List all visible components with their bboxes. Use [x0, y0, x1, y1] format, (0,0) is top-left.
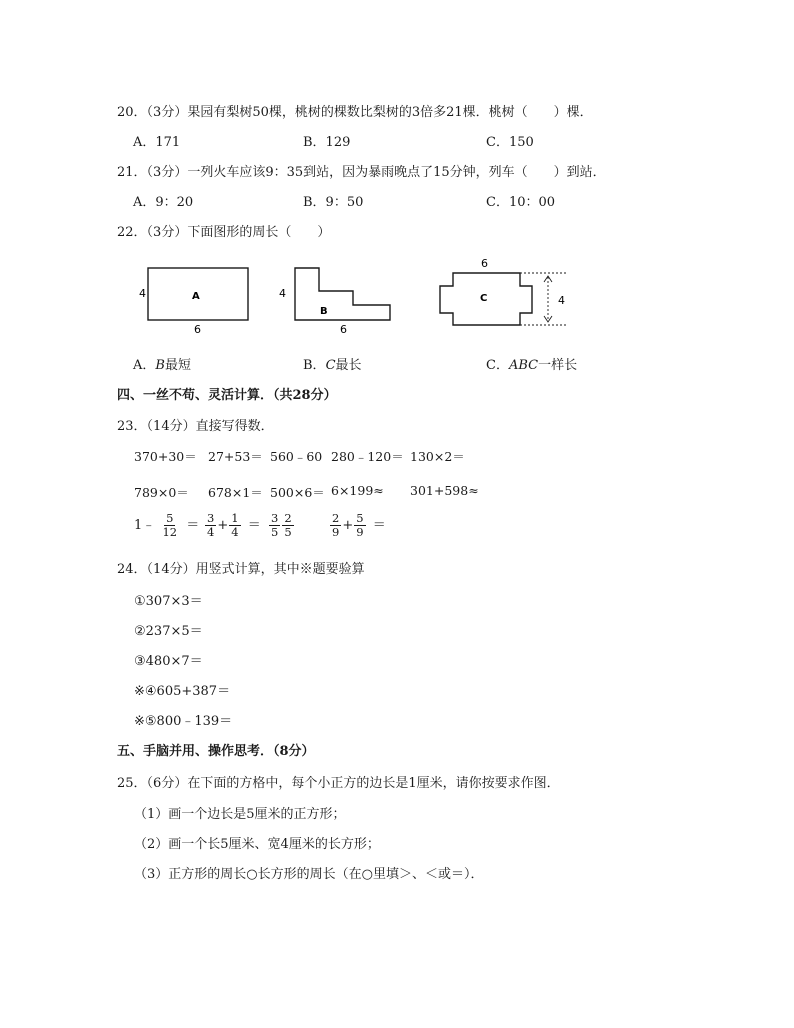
q23-row1-item-1: 370+30＝: [134, 449, 197, 464]
frac2-eq: ＝: [247, 518, 261, 533]
frac4-f1-den: 9: [356, 525, 364, 539]
figure-b-width: 6: [340, 323, 347, 336]
figure-b-label: B: [320, 306, 328, 317]
q25-item-1: （1）画一个边长是5厘米的正方形；: [134, 807, 346, 822]
q23-row1-item-4: 280﹣120＝: [331, 449, 404, 464]
q22-option-a-text: 最短: [164, 358, 191, 373]
frac1-fraction: [160, 512, 179, 539]
q23-row1-item-5: 130×2＝: [410, 449, 465, 464]
frac4-op: +: [342, 518, 354, 533]
figure-b: [279, 268, 390, 336]
figure-c-width: 6: [481, 257, 488, 270]
q23-stem: 23．（14分）直接写得数．: [117, 419, 274, 434]
section-4-title: 四、一丝不苟、灵活计算．（共28分）: [117, 388, 337, 403]
frac3-f1-num: 2: [284, 511, 292, 525]
q23-fraction-1: [134, 512, 201, 539]
q24-item-2: ②237×5＝: [134, 624, 203, 639]
frac2-f1: [229, 512, 240, 539]
q22-option-b-var: C: [325, 358, 336, 373]
frac3-f0-den: 5: [271, 525, 279, 539]
figure-a: [139, 268, 248, 336]
q23-row1-item-2: 27+53＝: [208, 449, 263, 464]
q23-row2-item-2: 678×1＝: [208, 485, 263, 500]
q24-stem: 24．（14分）用竖式计算，其中※题要验算: [117, 562, 365, 577]
frac1-num: 5: [166, 511, 174, 525]
frac4-f1: [354, 512, 365, 539]
frac4-f1-num: 5: [356, 511, 364, 525]
figure-a-label: A: [192, 291, 200, 302]
q22-option-c[interactable]: [486, 354, 577, 373]
q22-option-c-var: ABC: [508, 358, 539, 373]
q25-item-3: （3）正方形的周长○长方形的周长（在○里填＞、＜或＝）．: [134, 867, 484, 882]
q20-option-c[interactable]: C．150: [486, 135, 534, 150]
frac2-op: +: [217, 518, 229, 533]
q23-fraction-3: [268, 512, 299, 539]
q22-option-c-prefix: C．: [486, 358, 509, 373]
q24-item-4: ※④605+387＝: [134, 684, 231, 699]
frac1-eq: ＝: [186, 518, 200, 533]
q22-option-a-prefix: A．: [133, 358, 156, 373]
q22-figures: [130, 253, 590, 343]
q21-stem: 21．（3分）一列火车应该9：35到站，因为暴雨晚点了15分钟，列车（ ）到站．: [117, 165, 606, 180]
q23-row2-item-5: 301+598≈: [410, 483, 479, 498]
q24-item-5: ※⑤800﹣139＝: [134, 714, 233, 729]
frac2-f1-den: 4: [231, 525, 239, 539]
q22-option-a-var: B: [155, 358, 165, 373]
q20-option-a[interactable]: A．171: [133, 135, 181, 150]
q23-fraction-4: [329, 512, 388, 539]
frac1-op: ﹣: [142, 518, 156, 533]
q24-item-1: ①307×3＝: [134, 594, 203, 609]
q21-option-b[interactable]: B．9：50: [303, 195, 364, 210]
q22-option-b-prefix: B．: [303, 358, 326, 373]
figure-c: [440, 257, 568, 325]
q21-option-a[interactable]: A．9：20: [133, 195, 194, 210]
q22-option-b[interactable]: [303, 354, 362, 373]
q23-row2-item-4: 6×199≈: [331, 483, 384, 498]
frac2-f1-num: 1: [231, 511, 239, 525]
q25-item-2: （2）画一个长5厘米、宽4厘米的长方形；: [134, 837, 380, 852]
frac3-f1: [282, 512, 293, 539]
frac1-lead: 1: [134, 518, 143, 533]
figure-c-height: 4: [558, 294, 565, 307]
frac4-f0: [330, 512, 341, 539]
frac1-den: 12: [162, 525, 178, 539]
q23-row2-item-1: 789×0＝: [134, 485, 189, 500]
q21-option-c[interactable]: C．10：00: [486, 195, 556, 210]
frac2-f0: [205, 512, 216, 539]
q24-item-3: ③480×7＝: [134, 654, 203, 669]
q23-row1-item-3: 560﹣60: [270, 449, 323, 464]
figure-b-height: 4: [279, 287, 286, 300]
q23-row2-item-3: 500×6＝: [270, 485, 325, 500]
frac4-eq: ＝: [372, 518, 386, 533]
figure-c-label: C: [480, 293, 488, 304]
q20-option-b[interactable]: B．129: [303, 135, 351, 150]
frac2-f0-num: 3: [207, 511, 215, 525]
q23-fraction-2: [204, 512, 263, 539]
q22-option-c-text: 一样长: [538, 358, 578, 373]
q22-stem: 22．（3分）下面图形的周长（ ）: [117, 225, 331, 240]
frac3-f0: [269, 512, 280, 539]
q22-option-a[interactable]: [133, 354, 191, 373]
frac3-f0-num: 3: [271, 511, 279, 525]
q25-stem: 25．（6分）在下面的方格中，每个小正方的边长是1厘米，请你按要求作图．: [117, 776, 560, 791]
frac2-f0-den: 4: [207, 525, 215, 539]
figure-a-height: 4: [139, 287, 146, 300]
section-5-title: 五、手脑并用、操作思考．（8分）: [117, 744, 315, 759]
frac4-f0-num: 2: [332, 511, 340, 525]
figure-a-width: 6: [194, 323, 201, 336]
q20-stem: 20．（3分）果园有梨树50棵，桃树的棵数比梨树的3倍多21棵．桃树（ ）棵．: [117, 105, 593, 120]
frac3-f1-den: 5: [284, 525, 292, 539]
q22-option-b-text: 最长: [335, 358, 362, 373]
frac4-f0-den: 9: [332, 525, 340, 539]
